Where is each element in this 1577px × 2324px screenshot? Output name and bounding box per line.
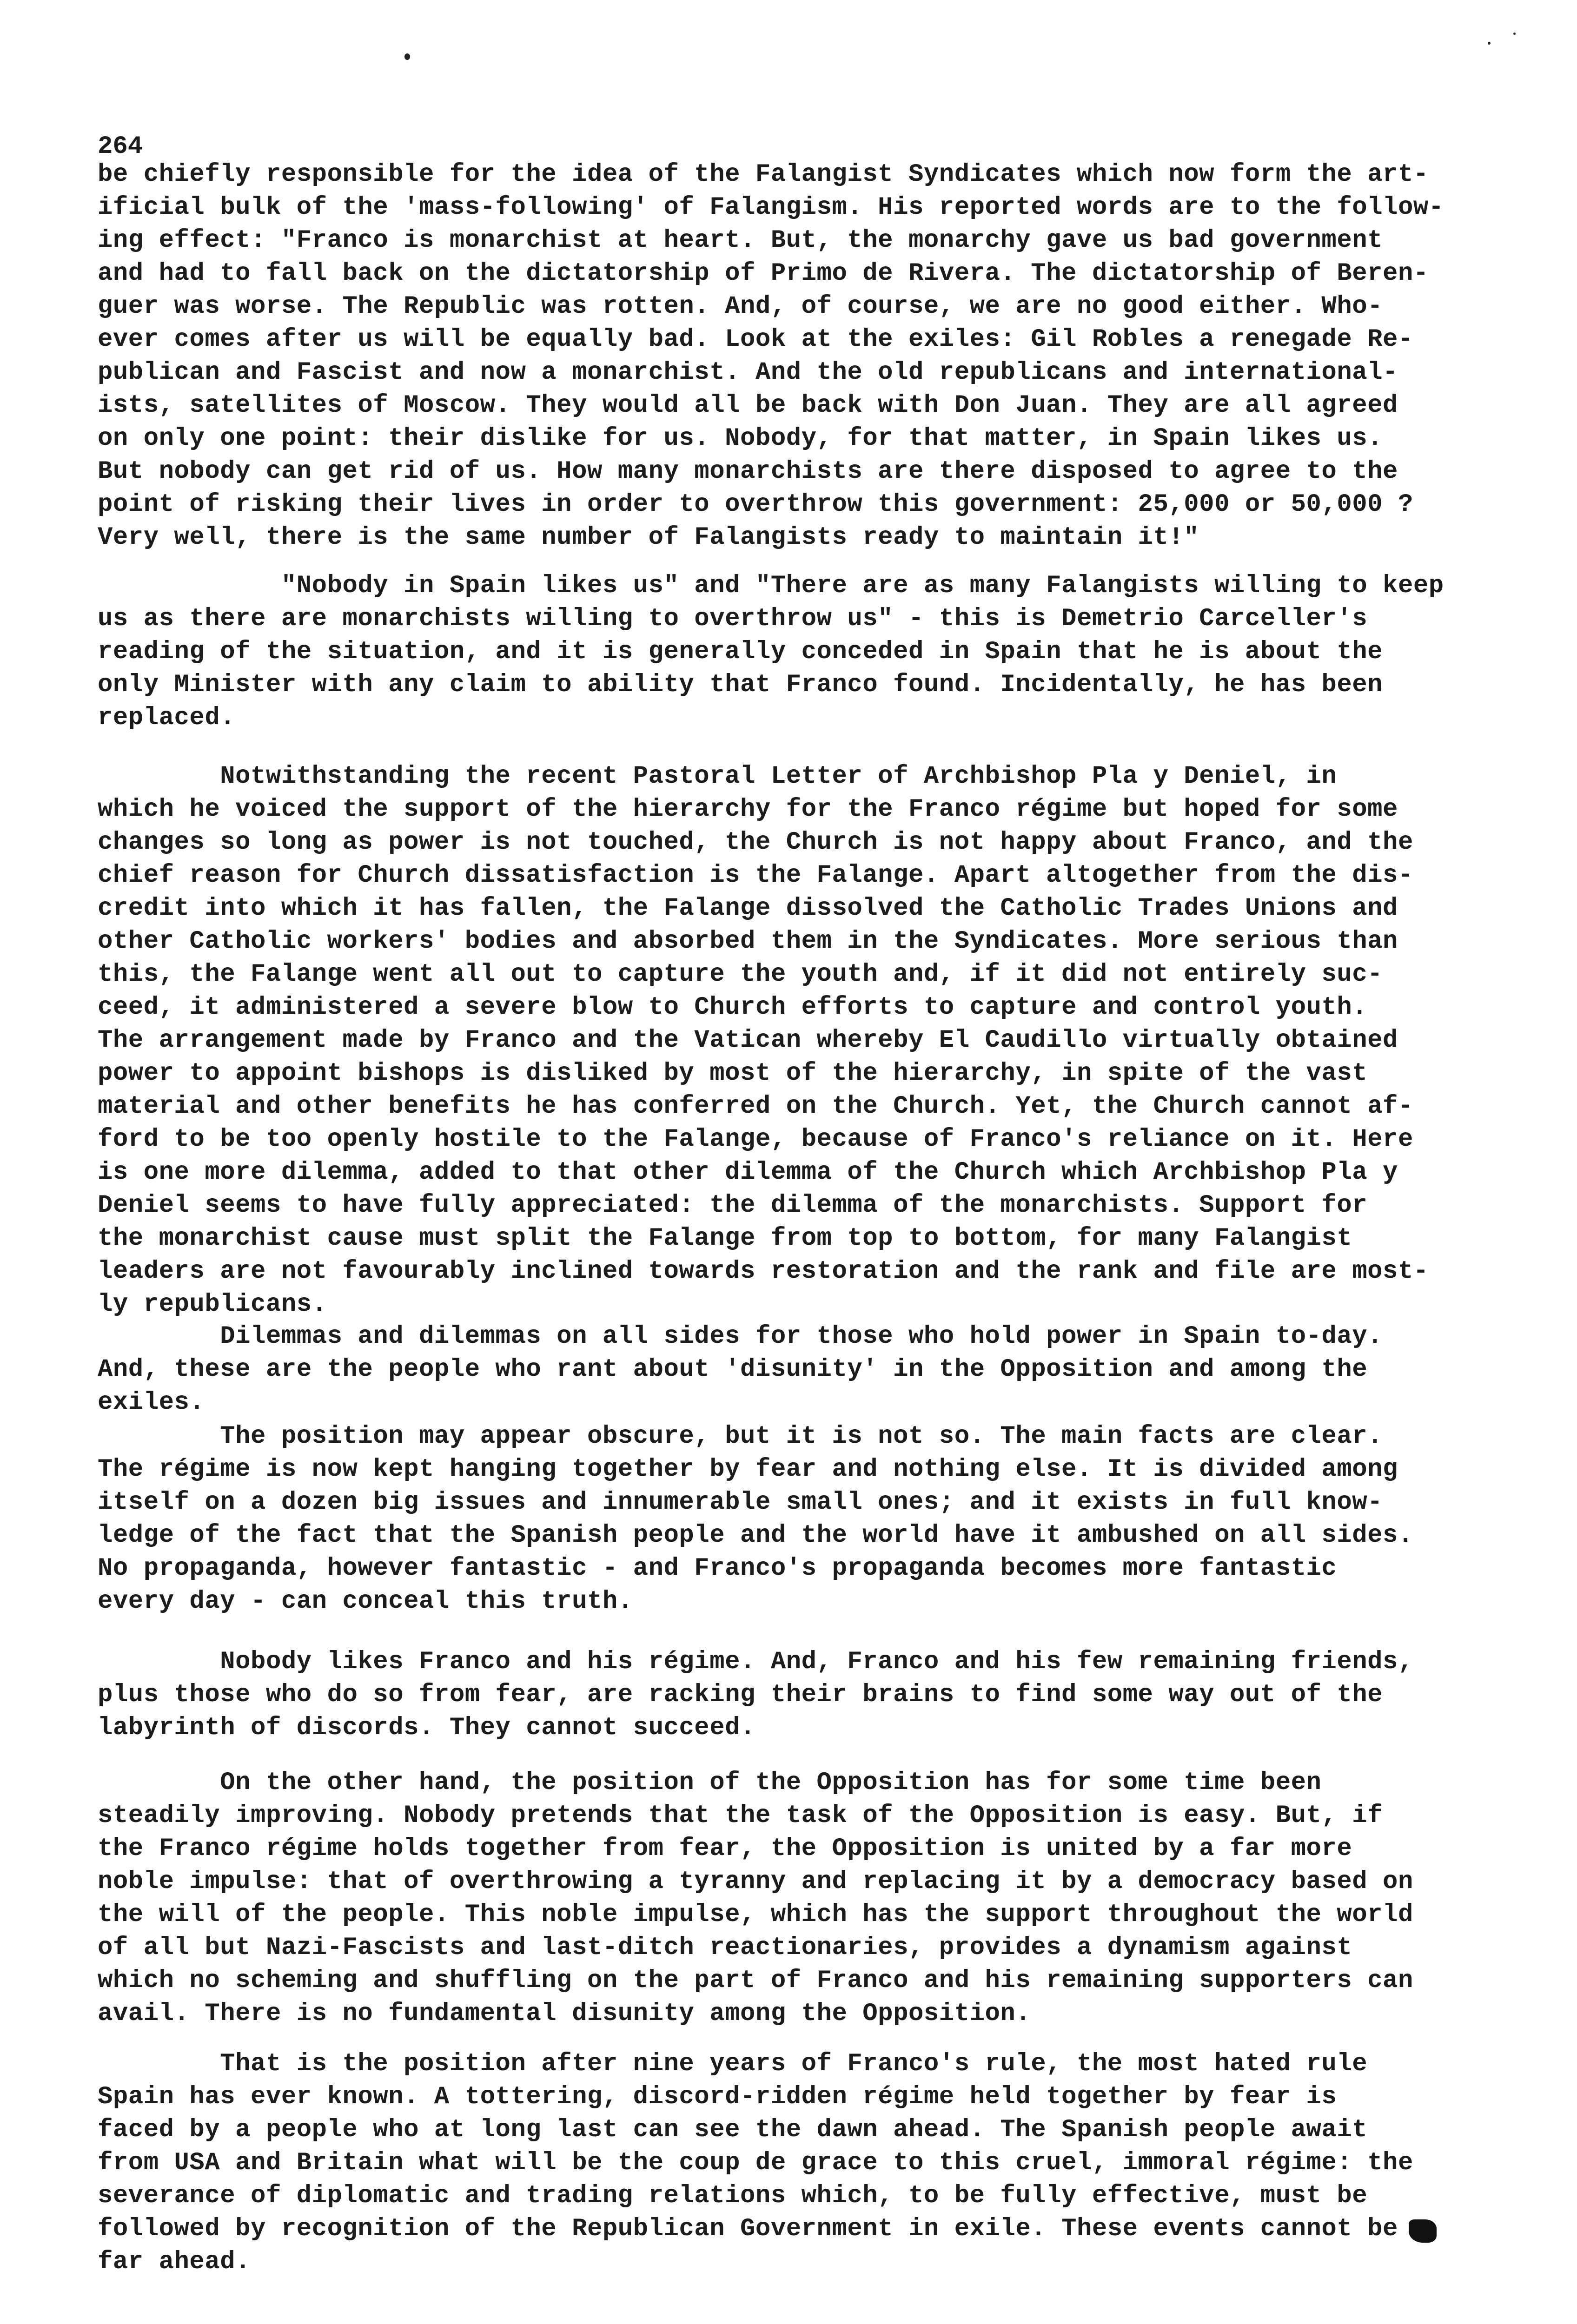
text-line: the monarchist cause must split the Falange from top to bottom, for many Falangist (98, 1224, 1352, 1253)
text-line: ever comes after us will be equally bad. Look at the exiles: Gil Robles a renegade Re- (98, 325, 1413, 354)
text-line: chief reason for Church dissatisfaction is the Falange. Apart altogether from the dis- (98, 861, 1413, 890)
paragraph (98, 2047, 1469, 2278)
text-line: Spain has ever known. A tottering, discord-ridden régime held together by fear is (98, 2083, 1337, 2111)
text-line: replaced. (98, 704, 236, 732)
text-line: That is the position after nine years of Franco's rule, the most hated rule (98, 2050, 1368, 2078)
text-line: plus those who do so from fear, are racking their brains to find some way out of the (98, 1681, 1383, 1709)
ink-blot (1409, 2219, 1437, 2243)
text-line: But nobody can get rid of us. How many monarchists are there disposed to agree to the (98, 457, 1398, 486)
text-line: exiles. (98, 1388, 205, 1417)
text-line: reading of the situation, and it is generally conceded in Spain that he is about the (98, 638, 1383, 666)
text-line: from USA and Britain what will be the coup de grace to this cruel, immoral régime: the (98, 2149, 1413, 2177)
text-line: ledge of the fact that the Spanish people and the world have it ambushed on all sides. (98, 1521, 1413, 1550)
text-line: leaders are not favourably inclined towards restoration and the rank and file are most- (98, 1257, 1429, 1286)
text-line: The position may appear obscure, but it is not so. The main facts are clear. (98, 1422, 1383, 1451)
text-line: us as there are monarchists willing to overthrow us" - this is Demetrio Carceller's (98, 605, 1368, 633)
text-line: avail. There is no fundamental disunity among the Opposition. (98, 2000, 1031, 2028)
text-line: And, these are the people who rant about 'disunity' in the Opposition and among the (98, 1355, 1368, 1384)
text-line: severance of diplomatic and trading relations which, to be fully effective, must be (98, 2182, 1368, 2210)
text-line: every day - can conceal this truth. (98, 1587, 633, 1616)
text-line: this, the Falange went all out to capture the youth and, if it did not entirely suc- (98, 960, 1383, 989)
paragraph (98, 1766, 1469, 2030)
text-line: faced by a people who at long last can see the dawn ahead. The Spanish people await (98, 2116, 1368, 2144)
text-line: Deniel seems to have fully appreciated: the dilemma of the monarchists. Support for (98, 1191, 1368, 1220)
paragraph (98, 1420, 1469, 1618)
text-line: which he voiced the support of the hierarchy for the Franco régime but hoped for some (98, 795, 1398, 824)
text-line: ceed, it administered a severe blow to Church efforts to capture and control youth. (98, 993, 1368, 1022)
text-line: guer was worse. The Republic was rotten. And, of course, we are no good either. Who- (98, 292, 1383, 321)
text-line: of all but Nazi-Fascists and last-ditch reactionaries, provides a dynamism against (98, 1934, 1352, 1962)
text-line: far ahead. (98, 2248, 251, 2276)
text-line: the will of the people. This noble impulse, which has the support throughout the world (98, 1901, 1413, 1929)
text-line: other Catholic workers' bodies and absorbed them in the Syndicates. More serious than (98, 927, 1398, 956)
text-line: steadily improving. Nobody pretends that the task of the Opposition is easy. But, if (98, 1802, 1383, 1830)
paragraph (98, 158, 1469, 554)
text-line: Dilemmas and dilemmas on all sides for those who hold power in Spain to-day. (98, 1322, 1383, 1351)
text-line: and had to fall back on the dictatorship of Primo de Rivera. The dictatorship of Beren- (98, 259, 1429, 288)
text-line: itself on a dozen big issues and innumerable small ones; and it exists in full know- (98, 1488, 1383, 1517)
text-line: No propaganda, however fantastic - and Franco's propaganda becomes more fantastic (98, 1554, 1337, 1583)
text-line: The régime is now kept hanging together by fear and nothing else. It is divided among (98, 1455, 1398, 1484)
text-line: on only one point: their dislike for us. Nobody, for that matter, in Spain likes us. (98, 424, 1383, 453)
text-line: only Minister with any claim to ability that Franco found. Incidentally, he has been (98, 671, 1383, 699)
text-line: Nobody likes Franco and his régime. And, Franco and his few remaining friends, (98, 1648, 1413, 1676)
text-line: ificial bulk of the 'mass-following' of Falangism. His reported words are to the follow- (98, 193, 1444, 222)
text-line: ford to be too openly hostile to the Falange, because of Franco's reliance on it. Here (98, 1125, 1413, 1154)
text-line: labyrinth of discords. They cannot succeed. (98, 1714, 755, 1742)
text-line: noble impulse: that of overthrowing a tyranny and replacing it by a democracy based on (98, 1868, 1413, 1896)
text-line: publican and Fascist and now a monarchist. And the old republicans and international- (98, 358, 1398, 387)
paragraph (98, 1645, 1469, 1744)
ink-speck (404, 53, 410, 60)
text-line: The arrangement made by Franco and the Vatican whereby El Caudillo virtually obtained (98, 1026, 1398, 1055)
text-line: followed by recognition of the Republican Government in exile. These events cannot be (98, 2215, 1398, 2243)
paragraph (98, 1320, 1469, 1419)
text-line: power to appoint bishops is disliked by most of the hierarchy, in spite of the vast (98, 1059, 1368, 1088)
text-line: be chiefly responsible for the idea of the Falangist Syndicates which now form the art- (98, 160, 1429, 189)
paragraph (98, 760, 1469, 1321)
text-line: is one more dilemma, added to that other dilemma of the Church which Archbishop Pla y (98, 1158, 1398, 1187)
text-line: which no scheming and shuffling on the part of Franco and his remaining supporters can (98, 1967, 1413, 1995)
text-line: On the other hand, the position of the Opposition has for some time been (98, 1769, 1322, 1797)
text-line: changes so long as power is not touched, the Church is not happy about Franco, and the (98, 828, 1413, 857)
text-line: Notwithstanding the recent Pastoral Letter of Archbishop Pla y Deniel, in (98, 762, 1337, 791)
text-line: ists, satellites of Moscow. They would all be back with Don Juan. They are all agreed (98, 391, 1398, 420)
text-line: point of risking their lives in order to overthrow this government: 25,000 or 50,000 ? (98, 490, 1413, 519)
text-line: the Franco régime holds together from fear, the Opposition is united by a far more (98, 1835, 1352, 1863)
page-number: 264 (98, 132, 143, 161)
paragraph (98, 569, 1469, 734)
text-line: Very well, there is the same number of Falangists ready to maintain it!" (98, 523, 1199, 552)
text-line: credit into which it has fallen, the Falange dissolved the Catholic Trades Unions and (98, 894, 1398, 923)
ink-speck (1513, 33, 1516, 35)
text-line: ly republicans. (98, 1290, 327, 1319)
text-line: ing effect: "Franco is monarchist at heart. But, the monarchy gave us bad government (98, 226, 1383, 255)
text-line: "Nobody in Spain likes us" and "There are as many Falangists willing to keep (98, 572, 1444, 600)
text-line: material and other benefits he has conferred on the Church. Yet, the Church cannot af- (98, 1092, 1413, 1121)
ink-speck (1488, 42, 1491, 45)
